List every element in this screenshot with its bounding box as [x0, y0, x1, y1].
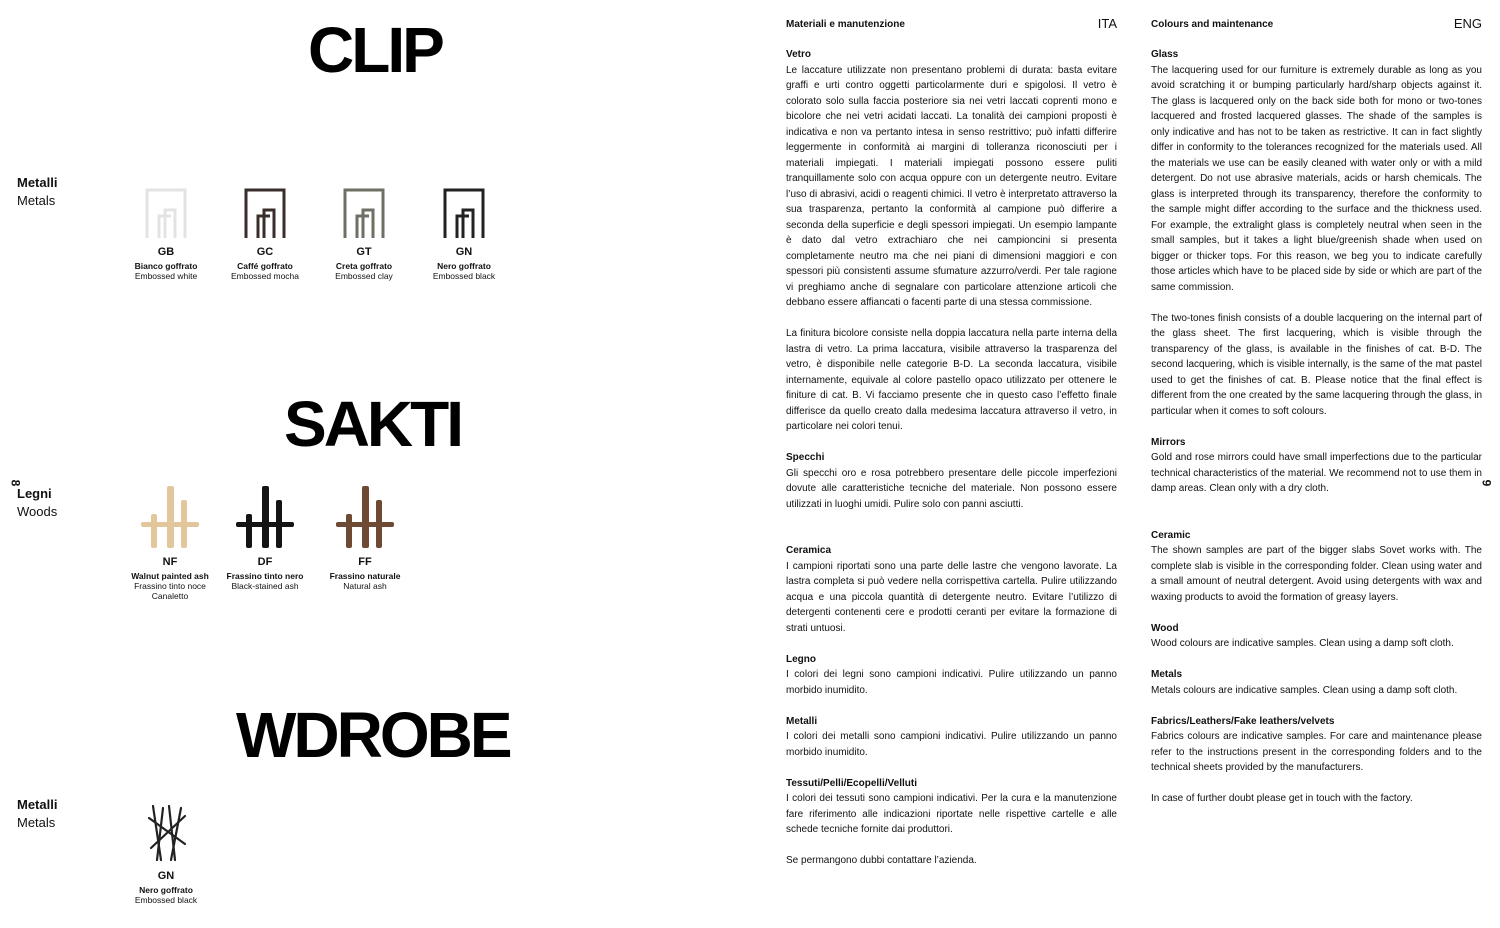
category-label-it: Metalli [17, 797, 58, 812]
paragraph-vetro-1: Le laccature utilizzate non presentano problemi di durata: basta evitare graffi e urti contro oggetti particolarmente duri e spigolosi. Il vetro è colorato solo sulla faccia posteriore sia nei vetri laccati coprenti mono e bicolore che nei vetri acidati laccati. La tonalità dei campioni proposti è indicativa e non va pertanto intesa in senso restrittivo; può infatti differire leggermente in conformità ai margini di tolleranza riconosciuti per i materiali impiegati. I materiali impiegati possono essere puliti tranquillamente solo con acqua oppure con un detergente neutro. Evitare l’uso di abrasivi, acidi o reagenti chimici. Il vetro è interpretato attraverso la sua trasparenza, pertanto la conformità al campione può differire a seconda della superficie e degli spessori impiegati. Un esempio lampante è dato dal vetro extrachiaro che nei campioncini si presenta completamente neutro ma che nei piani di dimensioni maggiori e con spessori più consistenti assume sfumature azzurro/verdi. Per tale ragione vi preghiamo anche di segnalare con particolare attenzione articoli che debbano essere affiancati o facenti parte di una stessa commissione. [786, 64, 1117, 308]
section-heading-metalli: Metalli [786, 715, 818, 727]
column-italian [786, 17, 1117, 869]
clip-rack-icon [439, 186, 489, 240]
column-title: Colours and maintenance [1151, 19, 1274, 30]
column-header [1151, 17, 1482, 47]
swatch-name-en: Frassino tinto noce [134, 581, 206, 591]
swatch-name-it: Nero goffrato [139, 885, 193, 895]
swatch-code: DF [257, 556, 273, 568]
section-heading-vetro: Vetro [786, 49, 812, 60]
swatch-code: NF [162, 556, 178, 568]
swatch-code: GB [157, 246, 175, 258]
category-label-it: Legni [17, 486, 52, 501]
swatch-name-it: Bianco goffrato [134, 261, 198, 271]
paragraph-ceramic: The shown samples are part of the bigger slabs Sovet works with. The complete slab is visible in the corresponding folder. Clean using water and a small amount of neutral detergent. Avoid using detergents with wax and waxing products to avoid the formation of greasy layers. [1151, 545, 1482, 603]
category-label-en: Metals [17, 193, 56, 208]
section-heading-ceramica: Ceramica [786, 545, 832, 556]
swatch-code: GN [157, 870, 175, 882]
category-label-en: Metals [17, 815, 56, 830]
swatch-name-en: Embossed black [134, 895, 198, 905]
paragraph-final: Se permangono dubbi contattare l’azienda. [786, 855, 977, 866]
product-title-clip: CLIP [308, 14, 442, 86]
swatch-name-en: Black-stained ash [231, 581, 299, 591]
section-heading-fabrics: Fabrics/Leathers/Fake leathers/velvets [1151, 715, 1335, 727]
swatch-code: FF [358, 556, 372, 568]
swatch-sakti-ff [305, 484, 425, 591]
product-title-wdrobe: WDROBE [236, 699, 510, 771]
paragraph-glass-2: The two-tones finish consists of a double lacquering on the internal part of the glass sheet. The first lacquering, which is visible through the transparency of the glass, is available in the finishes of cat. B-D. The second lacquering, which is visible internally, is the same of the mat pastel used to get the finishes of cat. B. Please notice that the final effect is different from the one created by the same lacquering through the glass, in particular when it comes to soft colours. [1151, 312, 1482, 417]
paragraph-vetro-2: La finitura bicolore consiste nella doppia laccatura nella parte interna della lastra di vetro. La prima laccatura, visibile attraverso la trasparenza del vetro, è disponibile nelle categorie B-D. La seconda laccatura, visibile internamente, equivale al colore pastello opaco utilizzato per ottenere le finiture di cat. B. Vi facciamo presente che in questo caso l’effetto finale differisce da quello creato dalla medesima laccatura attraverso il vetro, in particolare nei colori tenui. [786, 328, 1117, 432]
clip-rack-icon [339, 186, 389, 240]
paragraph-metalli: I colori dei metalli sono campioni indicativi. Pulire utilizzando un panno morbido inumidito. [786, 731, 1117, 758]
section-heading-ceramic: Ceramic [1151, 529, 1191, 541]
swatch-name-it: Creta goffrato [335, 261, 393, 271]
swatch-clip-gn [404, 186, 524, 281]
paragraph-metals: Metals colours are indicative samples. Clean using a damp soft cloth. [1151, 684, 1458, 696]
paragraph-specchi: Gli specchi oro e rosa potrebbero presentare delle piccole imperfezioni dovute alle caratteristiche tecniche del materiale. Non possono essere utilizzati in luoghi umidi. Pulire solo con panni asciutti. [786, 467, 1117, 510]
swatch-wdrobe-gn [106, 804, 226, 905]
page-number-right: 9 [1479, 479, 1494, 487]
column-english [1151, 17, 1482, 807]
paragraph-mirrors: Gold and rose mirrors could have small imperfections due to the particular technical characteristics of the material. We recommend not to use them in damp areas. Clean only with a dry cloth. [1151, 452, 1482, 494]
sakti-stand-icon [334, 484, 396, 550]
page-number-left: 8 [8, 479, 23, 487]
section-heading-glass: Glass [1151, 49, 1179, 60]
section-heading-tessuti: Tessuti/Pelli/Ecopelli/Velluti [786, 777, 917, 789]
language-label: ITA [1097, 16, 1117, 31]
column-title: Materiali e manutenzione [786, 19, 905, 30]
category-label-en: Woods [17, 504, 58, 519]
swatch-name-it: Nero goffrato [437, 261, 491, 271]
category-wdrobe [17, 796, 57, 832]
clip-rack-icon [141, 186, 191, 240]
category-label-it: Metalli [17, 175, 58, 190]
paragraph-fabrics: Fabrics colours are indicative samples. For care and maintenance please refer to the instructions present in the corresponding folders and to the technical sheets provided by the manufacturers. [1151, 731, 1482, 773]
swatch-code: GC [256, 246, 274, 258]
paragraph-final: In case of further doubt please get in touch with the factory. [1151, 793, 1413, 804]
paragraph-tessuti: I colori dei tessuti sono campioni indicativi. Per la cura e la manutenzione fare riferimento alle indicazioni riportate nelle rispettive cartelle e alle schede tecniche fornite dai produttori. [786, 793, 1117, 835]
swatch-name-en: Embossed white [134, 271, 198, 281]
sakti-stand-icon [234, 484, 296, 550]
section-heading-specchi: Specchi [786, 452, 825, 463]
swatch-name-it: Frassino tinto nero [226, 571, 304, 581]
language-label: ENG [1453, 16, 1482, 31]
category-sakti [17, 485, 57, 521]
swatch-name-en: Embossed mocha [230, 271, 300, 281]
section-heading-mirrors: Mirrors [1151, 436, 1186, 448]
section-heading-wood: Wood [1151, 622, 1179, 634]
swatch-name-en: Embossed black [432, 271, 496, 281]
swatch-code: GN [455, 246, 473, 258]
paragraph-legno: I colori dei legni sono campioni indicativi. Pulire utilizzando un panno morbido inumidito. [786, 669, 1117, 696]
wdrobe-hanger-icon [141, 804, 191, 864]
paragraph-glass-1: The lacquering used for our furniture is extremely durable as long as you avoid scratching it or bumping particularly hard/sharp objects against it. The glass is lacquered only on the back side both for mono or two-tones lacquered and frosted lacquered glasses. The shade of the samples is only indicative and has not to be taken as restrictive. It can in fact slightly differ in conformity to the tolerances recognized for the materials used. All the materials we use can be easily cleaned with water only or with a mild detergent. Do not use abrasive materials, acids or harsh chemicals. The glass is interpreted through its transparency, therefore the conformity to the sample might differ according to the surface and the thickness used. For example, the extralight glass is completely neutral when seen in the small samples, but it takes a light blue/greenish shade when used on bigger or thicker tops. For this reason, we beg you to indicate carefully those articles which have to be placed side by side or which are part of the same commission. [1151, 64, 1482, 293]
section-heading-metals: Metals [1151, 669, 1183, 680]
swatch-name-en-2: Canaletto [151, 591, 189, 601]
section-heading-legno: Legno [786, 653, 816, 665]
column-header [786, 17, 1117, 47]
clip-rack-icon [240, 186, 290, 240]
paragraph-wood: Wood colours are indicative samples. Clean using a damp soft cloth. [1151, 638, 1454, 649]
sakti-stand-icon [139, 484, 201, 550]
paragraph-ceramica: I campioni riportati sono una parte delle lastre che vengono lavorate. La lastra completa si può vedere nella corrispettiva cartella. Pulire utilizzando acqua e una piccola quantità di detergente neutro. Evitare l’utilizzo di detergenti contenenti cere e prodotti ceranti per evitare la formazione di strati untuosi. [786, 560, 1117, 634]
swatch-code: GT [356, 246, 372, 258]
swatch-name-en: Natural ash [343, 581, 387, 591]
swatch-name-it: Walnut painted ash [131, 571, 209, 581]
swatch-name-it: Frassino naturale [329, 571, 401, 581]
swatch-name-en: Embossed clay [335, 271, 393, 281]
swatch-name-it: Caffé goffrato [237, 261, 293, 271]
product-title-sakti: SAKTI [284, 388, 461, 460]
category-clip [17, 174, 57, 210]
